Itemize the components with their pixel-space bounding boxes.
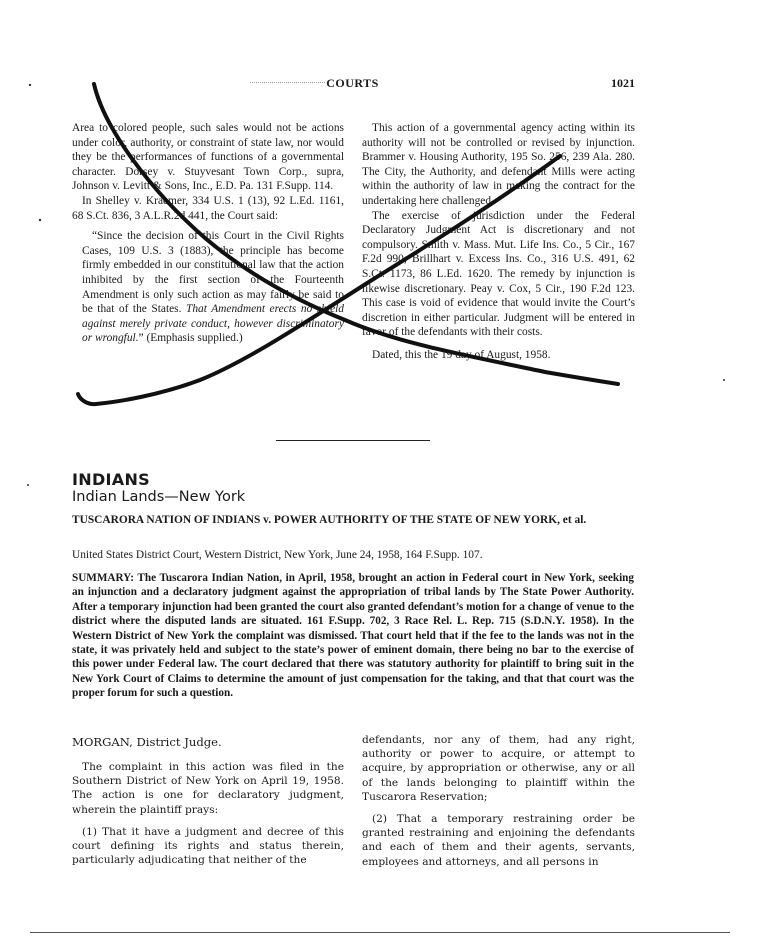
paragraph: defendants, nor any of them, had any right, authority or power to acquire, or attempt to acquire, by appropriation or otherwise, any or all of the lands belonging to plaintiff within the Tuscarora Reservation; [362, 734, 635, 803]
court-citation: United States District Court, Western District, New York, June 24, 1958, 164 F.Supp. 107. [72, 549, 483, 561]
scan-bottom-edge [30, 932, 730, 933]
quote-emphasis: That Amendment erects no shield against merely private conduct, however discriminatory or wrongful. [82, 303, 344, 345]
scan-speck [29, 84, 31, 86]
paragraph: The complaint in this action was filed in the Southern District of New York on April 19, 1958. The action is one for declaratory judgment, wherein the plaintiff prays: [72, 761, 344, 816]
scan-speck [27, 484, 29, 486]
scan-speck [39, 219, 41, 221]
paragraph: (2) That a temporary restraining order be granted restraining and enjoining the defendants and each of them and their agents, servants, employees and attorneys, and all persons in [362, 813, 635, 868]
top-left-column [72, 121, 344, 346]
paragraph: In Shelley v. Kraemer, 334 U.S. 1 (13), 92 L.Ed. 1161, 68 S.Ct. 836, 3 A.L.R.2d 441, the Court said: [72, 194, 344, 222]
dated-line: Dated, this the 19 day of August, 1958. [372, 348, 551, 361]
judge-name: MORGAN, District Judge. [72, 735, 222, 749]
scan-artifact-dots [250, 82, 325, 83]
opinion-left-column [72, 760, 344, 867]
case-title: TUSCARORA NATION OF INDIANS v. POWER AUTHORITY OF THE STATE OF NEW YORK, et al. [72, 514, 587, 526]
paragraph: The exercise of jurisdiction under the Federal Declaratory Judgment Act is discretionary and not compulsory. Smith v. Mass. Mut. Life Ins. Co., 5 Cir., 167 F.2d 990; Brillhart v. Excess Ins. Co., 316 U.S. 491, 62 S.Ct. 1173, 86 L.Ed. 1620. The remedy by injunction is likewise discretionary. Peay v. Cox, 5 Cir., 190 F.2d 123. This case is void of evidence that would invite the Court’s discretion in either particular. Judgment will be entered in favor of the defendants with their costs. [362, 209, 635, 339]
running-head-title: COURTS [326, 76, 379, 90]
scan-speck [723, 379, 725, 381]
paragraph: (1) That it have a judgment and decree of this court defining its rights and status therein, particularly adjudicating that neither of the [72, 825, 344, 867]
block-quote [82, 229, 344, 346]
running-head [70, 76, 635, 92]
case-summary: SUMMARY: The Tuscarora Indian Nation, in April, 1958, brought an action in Federal court in New York, seeking an injunction and a declaratory judgment against the appropriation of tribal lands by The State Power Authority. After a temporary injunction had been granted the court also granted defendant’s motion for a change of venue to the district where the disputed lands are situated. 161 F.Supp. 702, 3 Race Rel. L. Rep. 715 (S.D.N.Y. 1958). In the Western District of New York the complaint was dismissed. That court held that if the fee to the lands was not in the state, it was privately held and subject to the state’s power of eminent domain, there being no bar to the exercise of this power under Federal law. The court declared that there was statutory authority for plaintiff to bring suit in the New York Court of Claims to determine the amount of just compensation for the taking, and that that court was the proper forum for such a question. [72, 572, 634, 700]
quote-end: ” (Emphasis supplied.) [138, 332, 243, 345]
paragraph: This action of a governmental agency acting within its authority will not be controlled or revised by injunction. Brammer v. Housing Authority, 195 So. 256, 239 Ala. 280. The City, the Authority, and defendant Mills were acting within the authority of law in making the contract for the undertaking here challenged. [362, 122, 635, 207]
page-number: 1021 [611, 76, 635, 90]
section-divider [276, 440, 430, 441]
paragraph: Area to colored people, such sales would not be actions under color, authority, or constraint of state law, nor would they be the performances of functions of a governmental character. Dorsey v. Stuyvesant Town Corp., supra, Johnson v. Levitt & Sons, Inc., E.D. Pa. 131 F.Supp. 114. [72, 122, 344, 193]
section-title: INDIANS [72, 470, 150, 489]
section-subtitle: Indian Lands—New York [72, 489, 246, 505]
opinion-right-column [362, 733, 635, 869]
quote-text: “Since the decision of this Court in the Civil Rights Cases, 109 U.S. 3 (1883), the principle has become firmly embedded in our constitutional law that the action inhibited by the first section of the Fourteenth Amendment is only such action as may fairly be said to be that of the States. [82, 230, 344, 316]
top-right-column [362, 121, 635, 363]
